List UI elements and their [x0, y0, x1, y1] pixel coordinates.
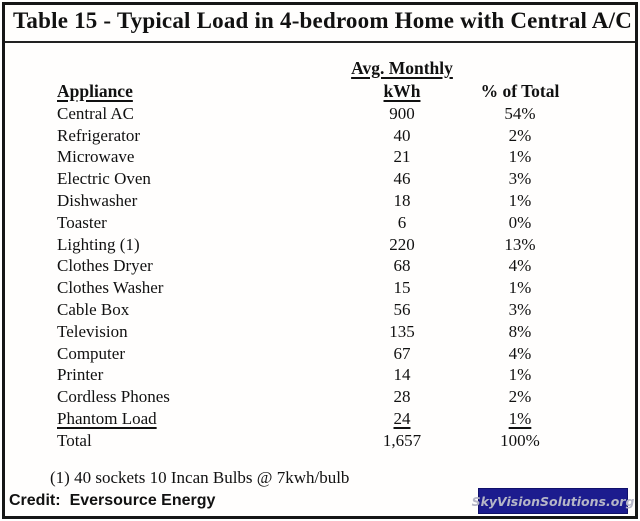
cell-kwh: 18	[393, 191, 411, 211]
cell-kwh: 135	[389, 321, 415, 341]
cell-appliance: Central AC	[57, 103, 134, 123]
table-row	[5, 365, 635, 387]
cell-appliance: Cable Box	[57, 300, 130, 320]
cell-appliance: Electric Oven	[57, 169, 151, 189]
cell-pct: 13%	[504, 234, 536, 254]
cell-kwh: 67	[393, 343, 411, 363]
cell-kwh: 21	[393, 147, 411, 167]
table-row	[5, 299, 635, 321]
cell-appliance: Dishwasher	[57, 191, 138, 211]
table-row	[5, 343, 635, 365]
cell-appliance: Total	[57, 430, 92, 450]
table-row	[5, 408, 635, 430]
cell-appliance: Clothes Dryer	[57, 256, 153, 276]
cell-pct: 1%	[508, 278, 532, 298]
cell-kwh: 56	[393, 300, 411, 320]
cell-kwh: 40	[393, 125, 411, 145]
cell-pct: 3%	[508, 300, 532, 320]
cell-appliance: Phantom Load	[57, 409, 157, 429]
credit-value: Eversource Energy	[69, 492, 216, 509]
table-row	[5, 430, 635, 452]
table-row	[5, 147, 635, 169]
column-header-appliance: Appliance	[57, 81, 133, 101]
cell-appliance: Computer	[57, 343, 125, 363]
cell-pct: 100%	[500, 430, 540, 450]
cell-pct: 1%	[508, 409, 532, 429]
cell-pct: 2%	[508, 387, 532, 407]
table-row	[5, 168, 635, 190]
table-row	[5, 277, 635, 299]
cell-appliance: Microwave	[57, 147, 135, 167]
cell-kwh: 24	[393, 409, 411, 429]
column-header-pct-of-total-text: % of Total	[480, 81, 560, 101]
cell-appliance: Cordless Phones	[57, 387, 170, 407]
cell-pct: 2%	[508, 125, 532, 145]
cell-pct: 1%	[508, 147, 532, 167]
cell-appliance: Printer	[57, 365, 104, 385]
cell-pct: 4%	[508, 256, 532, 276]
cell-kwh: 220	[389, 234, 415, 254]
cell-appliance: Television	[57, 321, 128, 341]
cell-kwh: 46	[393, 169, 411, 189]
table-row	[5, 125, 635, 147]
cell-appliance: Toaster	[57, 212, 107, 232]
credit-line	[9, 492, 215, 510]
footnote: (1) 40 sockets 10 Incan Bulbs @ 7kwh/bulb	[50, 468, 350, 487]
cell-pct: 54%	[504, 103, 536, 123]
table-row	[5, 190, 635, 212]
cell-pct: 8%	[508, 321, 532, 341]
cell-pct: 1%	[508, 365, 532, 385]
table-row	[5, 103, 635, 125]
table-frame	[2, 2, 638, 519]
cell-pct: 1%	[508, 191, 532, 211]
column-group-header-row	[5, 56, 635, 80]
table-rows	[5, 103, 635, 452]
table-row	[5, 212, 635, 234]
column-header-pct-of-total	[480, 81, 560, 102]
cell-pct: 0%	[508, 212, 532, 232]
column-group-header-avg-monthly: Avg. Monthly	[351, 57, 453, 78]
page-title: Table 15 - Typical Load in 4-bedroom Home with Central A/C	[5, 5, 635, 43]
table-row	[5, 321, 635, 343]
cell-kwh: 15	[393, 278, 411, 298]
table-row	[5, 386, 635, 408]
cell-kwh: 1,657	[382, 430, 422, 450]
cell-appliance: Clothes Washer	[57, 278, 164, 298]
column-header-row	[5, 80, 635, 103]
cell-appliance: Refrigerator	[57, 125, 141, 145]
cell-kwh: 28	[393, 387, 411, 407]
column-header-kwh: kWh	[383, 81, 421, 101]
cell-pct: 4%	[508, 343, 532, 363]
appliance-load-table	[5, 56, 635, 452]
cell-kwh: 6	[397, 212, 407, 232]
cell-kwh: 68	[393, 256, 411, 276]
cell-kwh: 900	[389, 103, 415, 123]
watermark-badge	[471, 488, 635, 514]
table-row	[5, 234, 635, 256]
credit-label: Credit:	[9, 492, 61, 509]
table-row	[5, 256, 635, 278]
cell-kwh: 14	[393, 365, 411, 385]
watermark-text: SkyVisionSolutions.org	[471, 493, 635, 509]
cell-pct: 3%	[508, 169, 532, 189]
cell-appliance: Lighting (1)	[57, 234, 140, 254]
